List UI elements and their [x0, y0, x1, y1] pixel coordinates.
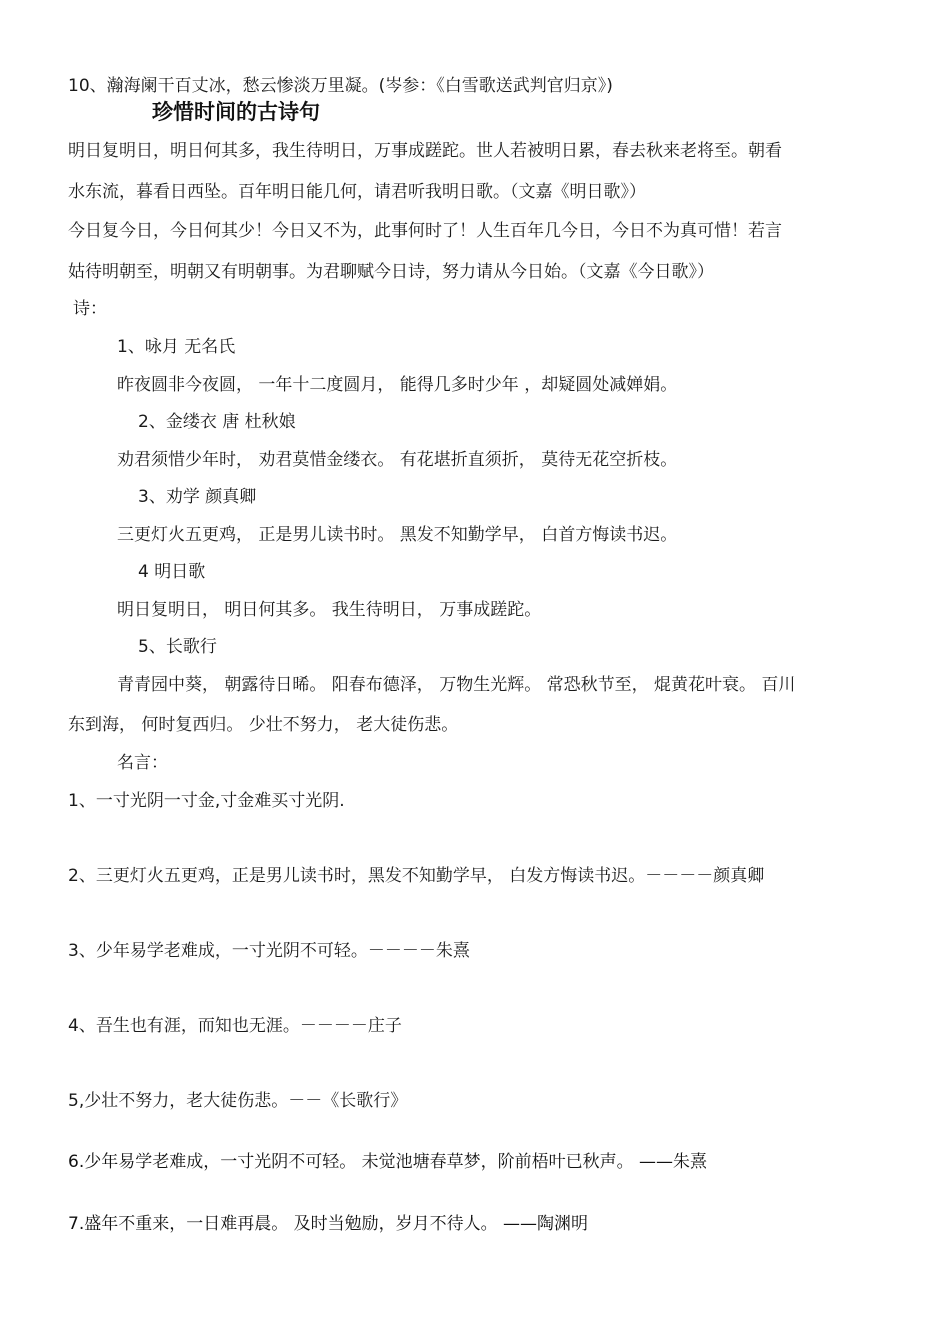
poem-text-3: 三更灯火五更鸡， 正是男儿读书时。 黑发不知勤学早， 白首方悔读书迟。 — [117, 525, 678, 545]
poem-title-5: 5、长歌行 — [138, 637, 217, 657]
quote-5: 5,少壮不努力，老大徒伤悲。－－《长歌行》 — [68, 1091, 408, 1111]
quotes-label: 名言： — [117, 753, 168, 773]
poem-title-4: 4 明日歌 — [138, 562, 206, 582]
poem-title-2: 2、金缕衣 唐 杜秋娘 — [138, 412, 296, 432]
quote-4: 4、吾生也有涯，而知也无涯。－－－－庄子 — [68, 1016, 402, 1036]
poem-text-2: 劝君须惜少年时， 劝君莫惜金缕衣。 有花堪折直须折， 莫待无花空折枝。 — [117, 450, 678, 470]
poem-title-1: 1、咏月 无名氏 — [117, 337, 236, 357]
poem-title-3: 3、劝学 颜真卿 — [138, 487, 257, 507]
quote-1: 1、一寸光阴一寸金,寸金难买寸光阴. — [68, 791, 345, 811]
poem-text-4: 明日复明日， 明日何其多。 我生待明日， 万事成蹉跎。 — [117, 600, 542, 620]
page-title: 珍惜时间的古诗句 — [152, 100, 320, 124]
quote-2: 2、三更灯火五更鸡，正是男儿读书时，黑发不知勤学早， 白发方悔读书迟。－－－－颜真卿 — [68, 866, 765, 886]
mingri-ge-line-2: 水东流，暮看日西坠。百年明日能几何，请君听我明日歌。（文嘉《明日歌》） — [68, 182, 646, 202]
jinri-ge-line-1: 今日复今日，今日何其少！今日又不为，此事何时了！人生百年几今日，今日不为真可惜！若言 — [68, 221, 782, 241]
poem-text-5-line-2: 东到海， 何时复西归。 少壮不努力， 老大徒伤悲。 — [68, 715, 459, 735]
quote-3: 3、少年易学老难成，一寸光阴不可轻。－－－－朱熹 — [68, 941, 470, 961]
jinri-ge-line-2: 姑待明朝至，明朝又有明朝事。为君聊赋今日诗，努力请从今日始。（文嘉《今日歌》） — [68, 262, 714, 282]
poem-text-1: 昨夜圆非今夜圆， 一年十二度圆月， 能得几多时少年 ，却疑圆处减婵娟。 — [117, 375, 678, 395]
mingri-ge-line-1: 明日复明日，明日何其多，我生待明日，万事成蹉跎。世人若被明日累，春去秋来老将至。朝看 — [68, 141, 782, 161]
poem-line-10: 10、瀚海阑干百丈冰，愁云惨淡万里凝。(岑参：《白雪歌送武判官归京》) — [68, 76, 613, 96]
poems-label: 诗： — [73, 299, 107, 319]
poem-text-5-line-1: 青青园中葵， 朝露待日晞。 阳春布德泽， 万物生光辉。 常恐秋节至， 焜黄花叶衰。 百川 — [117, 675, 796, 695]
quote-6: 6.少年易学老难成，一寸光阴不可轻。 未觉池塘春草梦，阶前梧叶已秋声。 ——朱熹 — [68, 1152, 708, 1172]
quote-7: 7.盛年不重来，一日难再晨。 及时当勉励，岁月不待人。 ——陶渊明 — [68, 1214, 589, 1234]
